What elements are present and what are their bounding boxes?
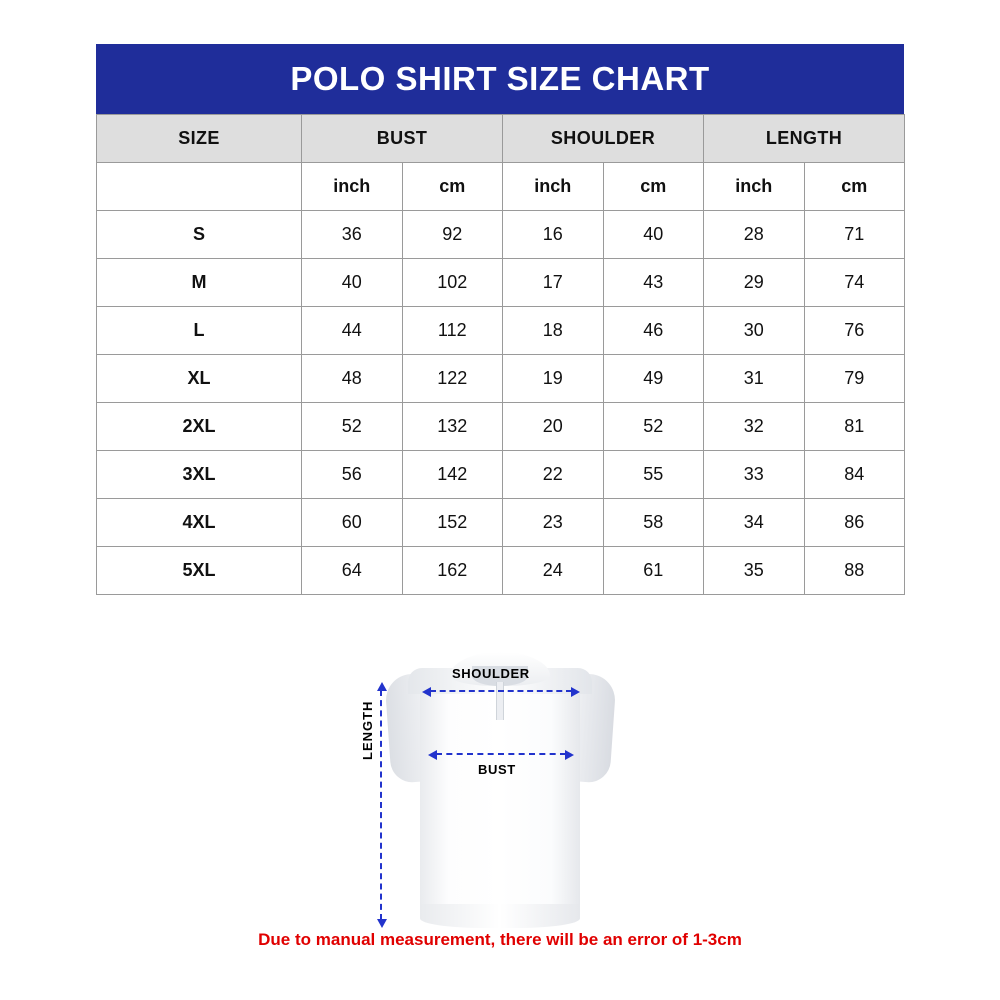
cell-size: M <box>97 259 302 307</box>
cell-shoulder-cm: 58 <box>603 499 704 547</box>
cell-length-inch: 28 <box>704 211 805 259</box>
cell-bust-cm: 102 <box>402 259 503 307</box>
table-row <box>97 403 905 451</box>
bust-measure-arrow <box>436 753 566 755</box>
size-chart-table <box>96 114 905 595</box>
cell-length-inch: 31 <box>704 355 805 403</box>
cell-length-inch: 34 <box>704 499 805 547</box>
table-row <box>97 307 905 355</box>
unit-cell-length-cm: cm <box>804 163 905 211</box>
unit-cell-shoulder-inch: inch <box>503 163 604 211</box>
table-unit-row <box>97 163 905 211</box>
table-row <box>97 499 905 547</box>
cell-size: 3XL <box>97 451 302 499</box>
cell-length-cm: 76 <box>804 307 905 355</box>
cell-bust-inch: 52 <box>302 403 403 451</box>
cell-shoulder-cm: 49 <box>603 355 704 403</box>
cell-size: S <box>97 211 302 259</box>
table-row <box>97 259 905 307</box>
cell-bust-cm: 112 <box>402 307 503 355</box>
cell-length-cm: 84 <box>804 451 905 499</box>
shoulder-measure-arrow <box>430 690 572 692</box>
table-header-row <box>97 115 905 163</box>
bust-guide-label: BUST <box>478 762 516 777</box>
cell-shoulder-inch: 18 <box>503 307 604 355</box>
cell-size: 4XL <box>97 499 302 547</box>
table-row <box>97 211 905 259</box>
column-header-shoulder: SHOULDER <box>503 115 704 163</box>
cell-bust-cm: 162 <box>402 547 503 595</box>
cell-length-cm: 71 <box>804 211 905 259</box>
cell-shoulder-inch: 19 <box>503 355 604 403</box>
cell-shoulder-inch: 17 <box>503 259 604 307</box>
cell-length-cm: 74 <box>804 259 905 307</box>
page-title: POLO SHIRT SIZE CHART <box>96 44 904 114</box>
cell-length-cm: 88 <box>804 547 905 595</box>
unit-cell-blank <box>97 163 302 211</box>
shirt-placket <box>496 682 504 720</box>
cell-bust-cm: 142 <box>402 451 503 499</box>
cell-length-inch: 33 <box>704 451 805 499</box>
cell-shoulder-cm: 46 <box>603 307 704 355</box>
cell-shoulder-inch: 23 <box>503 499 604 547</box>
column-header-bust: BUST <box>302 115 503 163</box>
cell-shoulder-cm: 43 <box>603 259 704 307</box>
cell-bust-inch: 44 <box>302 307 403 355</box>
cell-length-cm: 86 <box>804 499 905 547</box>
size-chart-block <box>96 44 904 595</box>
unit-cell-shoulder-cm: cm <box>603 163 704 211</box>
table-row <box>97 451 905 499</box>
unit-cell-length-inch: inch <box>704 163 805 211</box>
polo-shirt-illustration <box>388 640 613 925</box>
cell-bust-cm: 122 <box>402 355 503 403</box>
cell-bust-cm: 132 <box>402 403 503 451</box>
cell-bust-cm: 92 <box>402 211 503 259</box>
length-measure-arrow <box>380 690 382 920</box>
cell-length-cm: 79 <box>804 355 905 403</box>
cell-bust-inch: 56 <box>302 451 403 499</box>
unit-cell-bust-cm: cm <box>402 163 503 211</box>
cell-bust-cm: 152 <box>402 499 503 547</box>
cell-shoulder-cm: 61 <box>603 547 704 595</box>
cell-length-inch: 35 <box>704 547 805 595</box>
cell-length-inch: 30 <box>704 307 805 355</box>
column-header-length: LENGTH <box>704 115 905 163</box>
cell-size: 5XL <box>97 547 302 595</box>
table-row <box>97 547 905 595</box>
cell-shoulder-cm: 40 <box>603 211 704 259</box>
cell-size: L <box>97 307 302 355</box>
cell-bust-inch: 60 <box>302 499 403 547</box>
cell-size: 2XL <box>97 403 302 451</box>
cell-shoulder-inch: 16 <box>503 211 604 259</box>
cell-bust-inch: 36 <box>302 211 403 259</box>
cell-shoulder-inch: 24 <box>503 547 604 595</box>
cell-shoulder-cm: 55 <box>603 451 704 499</box>
cell-length-cm: 81 <box>804 403 905 451</box>
table-row <box>97 355 905 403</box>
cell-bust-inch: 40 <box>302 259 403 307</box>
column-header-size: SIZE <box>97 115 302 163</box>
unit-cell-bust-inch: inch <box>302 163 403 211</box>
shoulder-guide-label: SHOULDER <box>452 666 530 681</box>
length-guide-label: LENGTH <box>360 700 375 760</box>
cell-bust-inch: 64 <box>302 547 403 595</box>
measurement-disclaimer: Due to manual measurement, there will be an error of 1-3cm <box>258 930 742 949</box>
cell-shoulder-cm: 52 <box>603 403 704 451</box>
measurement-diagram <box>0 628 1000 928</box>
cell-shoulder-inch: 20 <box>503 403 604 451</box>
cell-bust-inch: 48 <box>302 355 403 403</box>
cell-shoulder-inch: 22 <box>503 451 604 499</box>
cell-length-inch: 29 <box>704 259 805 307</box>
cell-length-inch: 32 <box>704 403 805 451</box>
cell-size: XL <box>97 355 302 403</box>
